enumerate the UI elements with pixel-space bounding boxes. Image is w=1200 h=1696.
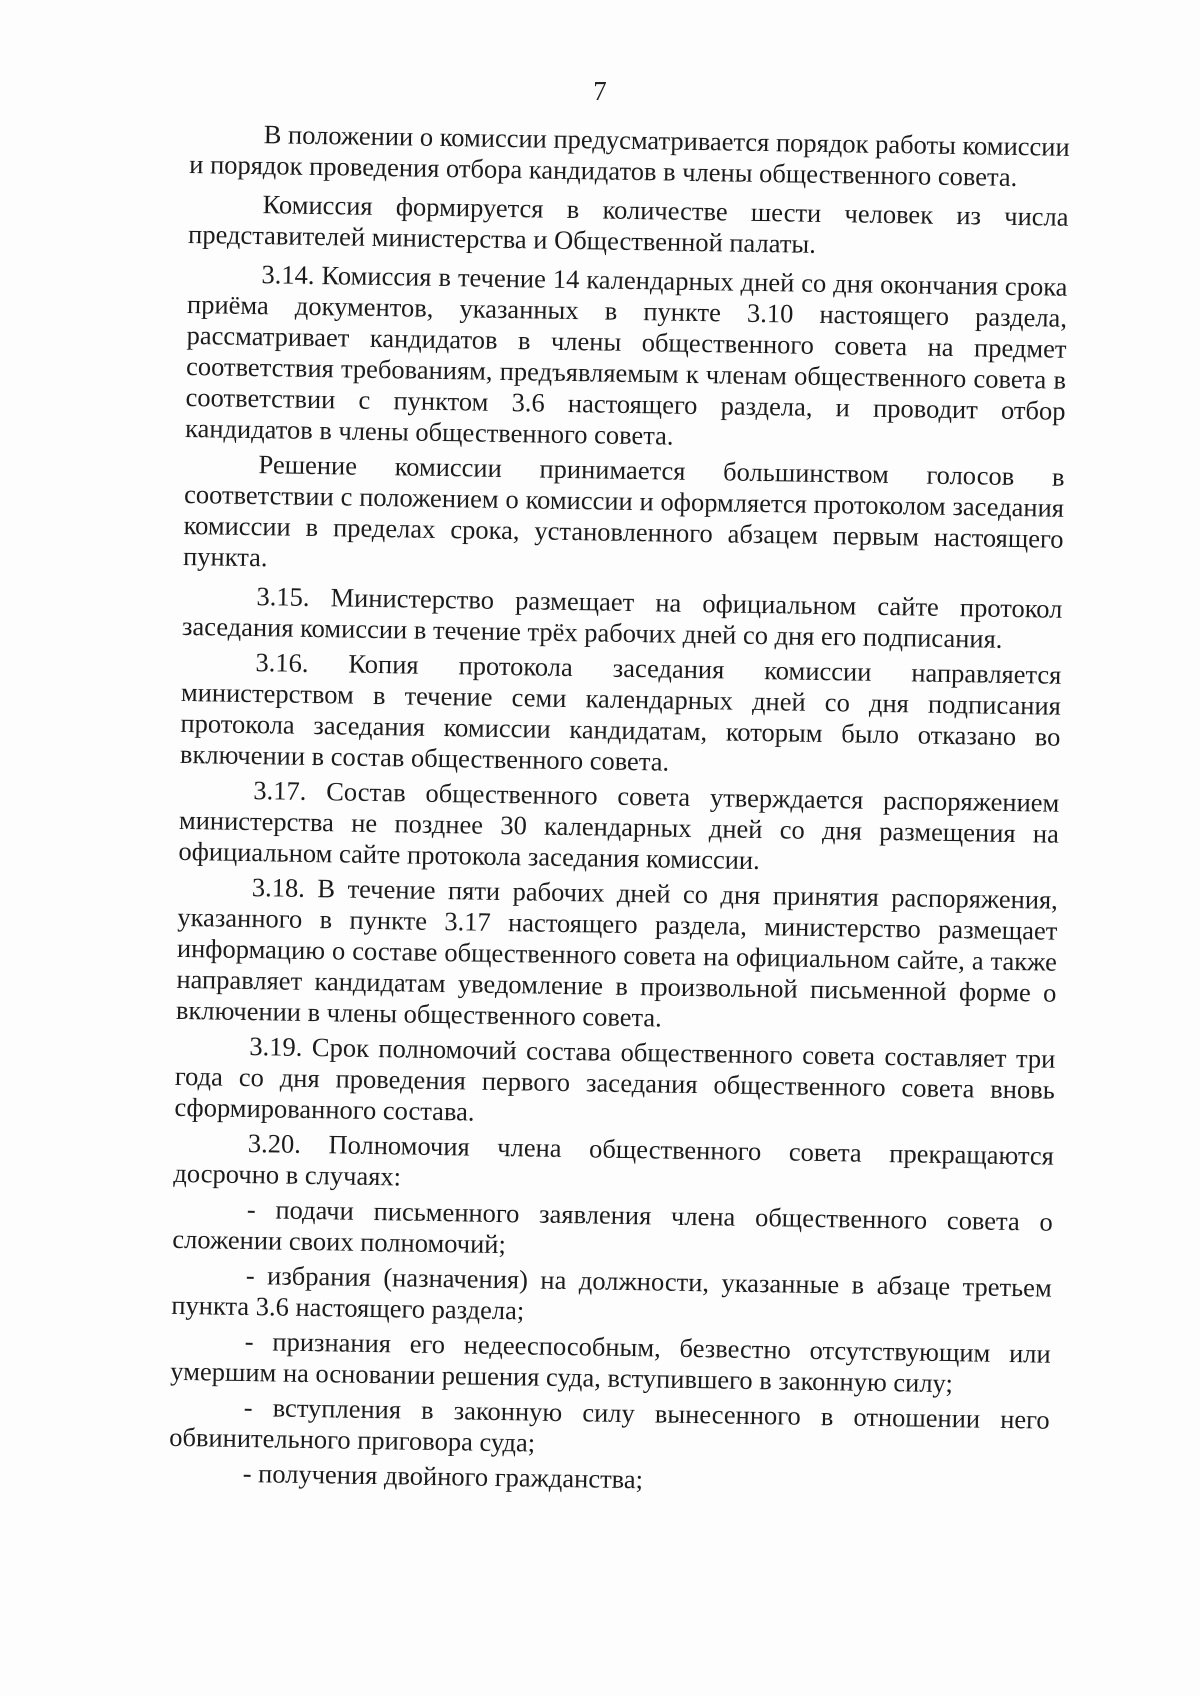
paragraph-3-16: 3.16. Копия протокола заседания комиссии направляется министерством в течение семи календарных дней со дня подписания протокола заседания комиссии кандидатам, которым было отказано во включении в состав общественного совета. [179,647,1062,777]
list-item: - вступления в законную силу вынесенного в отношении него обвинительного приговора суда; [169,1392,1050,1458]
paragraph: В положении о комиссии предусматривается порядок работы комиссии и порядок проведения отбора кандидатов в члены общественного совета. [189,119,1070,192]
list-item: - подачи письменного заявления члена общественного совета о сложении своих полномочий; [172,1194,1054,1260]
list-item: - признания его недееспособным, безвестно отсутствующим или умершим на основании решения суда, вступившего в законную силу; [170,1326,1051,1399]
paragraph: Комиссия формируется в количестве шести человек из числа представителей министерства и Общественной палаты. [187,189,1069,259]
paragraph-3-14: 3.14. Комиссия в течение 14 календарных дней со дня окончания срока приёма документов, указанных в пункте 3.10 настоящего раздела, рассматривает кандидатов в члены общественного совета на предмет соответствия требованиям, предъявляемым к членам общественного совета в соответствии с пунктом 3.6 настоящего раздела, и проводит отбор кандидатов в члены общественного совета. [184,259,1068,451]
paragraph-3-19: 3.19. Срок полномочий состава общественного совета составляет три года со дня проведения первого заседания общественного совета вновь сформированного состава. [174,1031,1056,1127]
paragraph-3-18: 3.18. В течение пяти рабочих дней со дня принятия распоряжения, указанного в пункте 3.17 настоящего раздела, министерство размещает информацию о составе общественного совета на официальном сайте, а также направляет кандидатам уведомление в произвольной письменной форме о включении в члены общественного совета. [175,872,1059,1033]
paragraph-3-20: 3.20. Полномочия члена общественного совета прекращаются досрочно в случаях: [173,1128,1055,1192]
list-item: - избрания (назначения) на должности, указанные в абзаце третьем пункта 3.6 настоящего раздела; [171,1260,1052,1326]
document-body [168,118,1069,1506]
page-number: 7 [593,76,607,106]
paragraph: Решение комиссии принимается большинством голосов в соответствии с положением о комиссии и оформляется протоколом заседания комиссии в пределах срока, установленного абзацем первым настоящего пункта. [182,449,1065,573]
paragraph-3-17: 3.17. Состав общественного совета утверждается распоряжением министерства не позднее 30 календарных дней со дня размещения на официальном сайте протокола заседания комиссии. [178,775,1060,876]
paragraph-3-15: 3.15. Министерство размещает на официальном сайте протокол заседания комиссии в течение трёх рабочих дней со дня его подписания. [181,581,1063,654]
list-item: - получения двойного гражданства; [242,1457,644,1495]
